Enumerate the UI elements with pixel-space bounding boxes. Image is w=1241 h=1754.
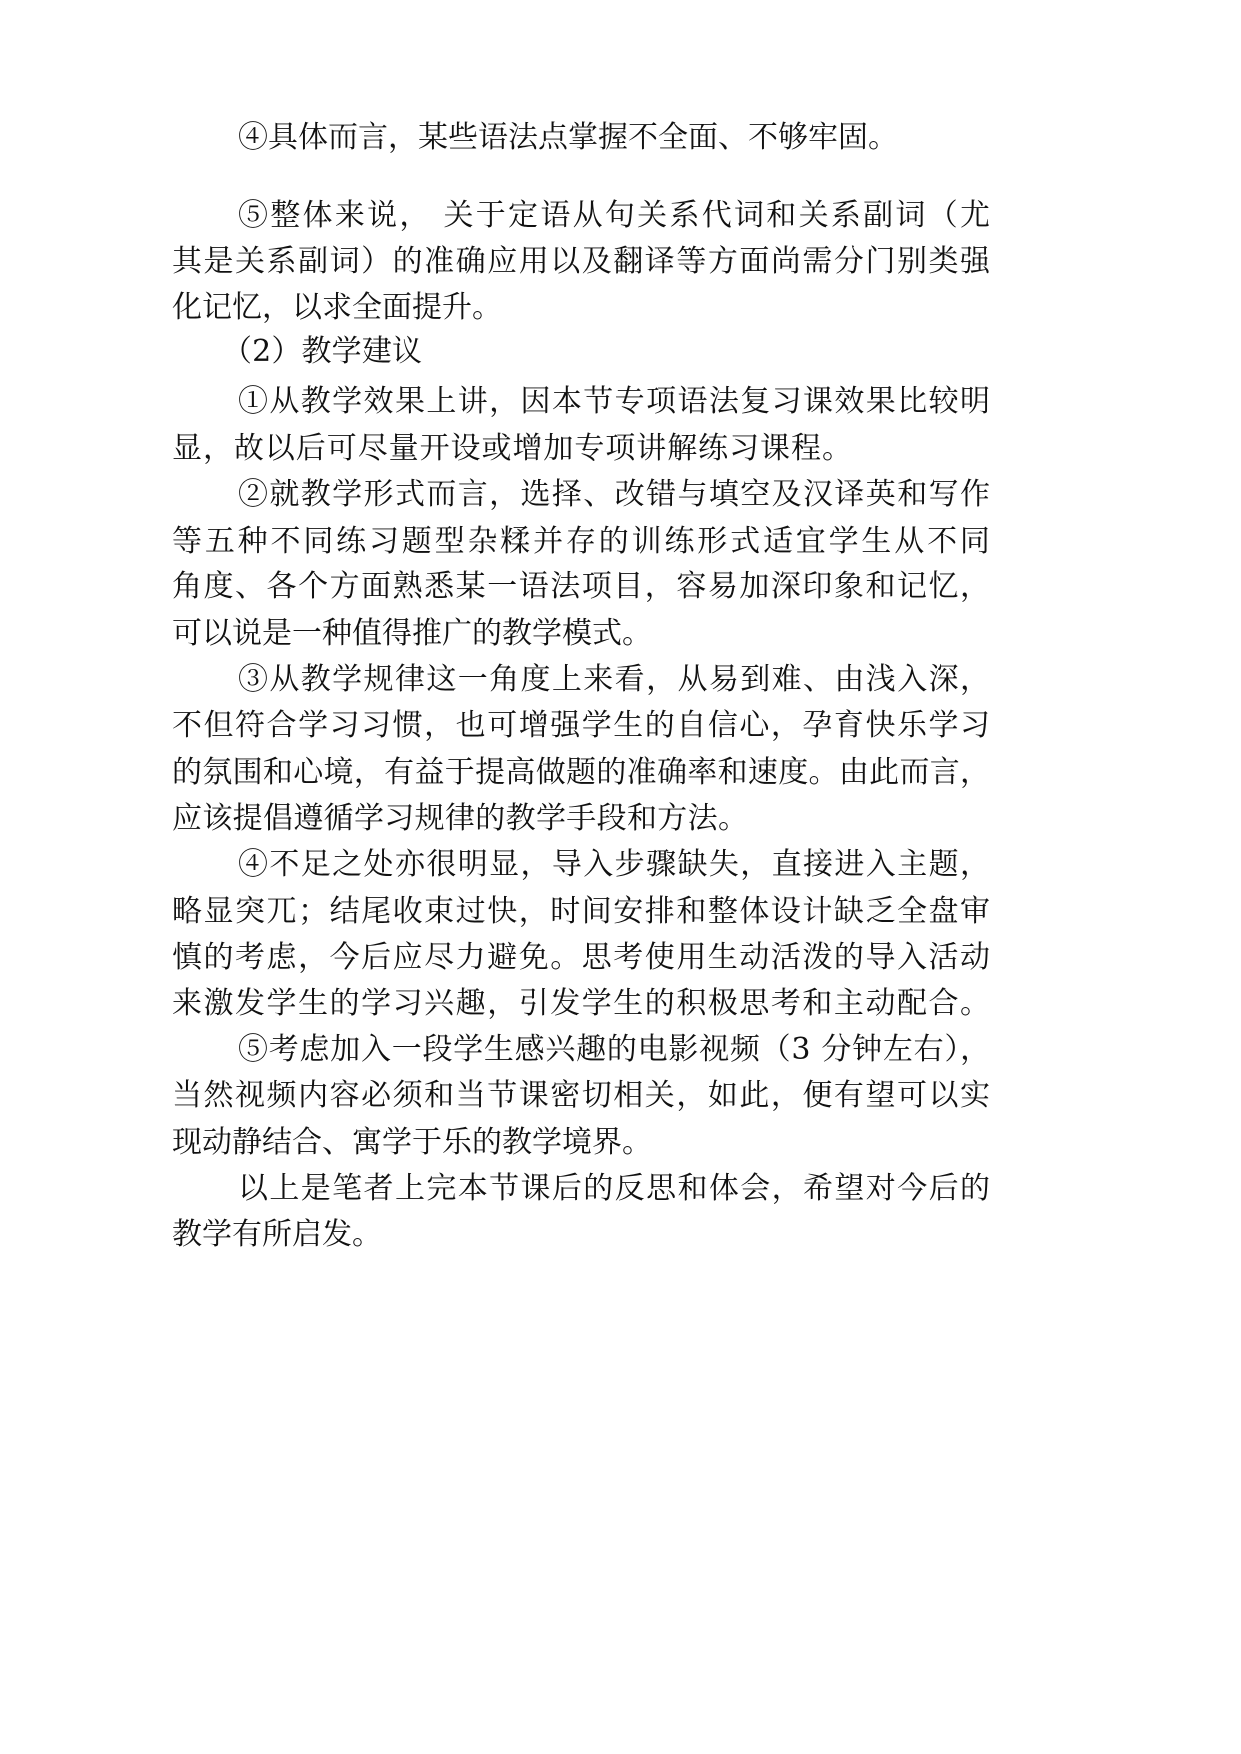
text-line-content: 教学有所启发。 [172,1217,382,1252]
text-line-content: 慎的考虑，今后应尽力避免。思考使用生动活泼的导入活动 [172,940,992,975]
text-line-content: 应该提倡遵循学习规律的教学手段和方法。 [172,801,749,836]
text-line-content: 显，故以后可尽量开设或增加专项讲解练习课程。 [172,431,853,466]
text-line-content: 略显突兀；结尾收束过快，时间安排和整体设计缺乏全盘审 [172,894,992,929]
text-line-content: ②就教学形式而言，选择、改错与填空及汉译英和写作 [238,477,992,512]
text-line-content: 来激发学生的学习兴趣，引发学生的积极思考和主动配合。 [172,986,992,1021]
text-line-content: 不但符合学习习惯，也可增强学生的自信心，孕育快乐学习 [172,708,992,743]
text-line-content: ④不足之处亦很明显，导入步骤缺失，直接进入主题， [238,847,992,882]
text-line-content: 化记忆，以求全面提升。 [172,290,502,325]
text-line [0,108,1241,168]
text-line-content: ⑤考虑加入一段学生感兴趣的电影视频（3 分钟左右）， [238,1032,991,1067]
text-line-content: 的氛围和心境，有益于提高做题的准确率和速度。由此而言， [172,755,991,790]
text-line-content: ④具体而言，某些语法点掌握不全面、不够牢固。 [238,120,898,155]
text-line [0,1205,1241,1265]
text-line-content: （2）教学建议 [222,334,423,369]
text-line-content: 角度、各个方面熟悉某一语法项目，容易加深印象和记忆， [172,569,992,604]
text-line-content: ①从教学效果上讲，因本节专项语法复习课效果比较明 [238,384,992,419]
text-line-content: ③从教学规律这一角度上来看，从易到难、由浅入深， [238,662,992,697]
text-line-content: 可以说是一种值得推广的教学模式。 [172,616,652,651]
text-line-content: 等五种不同练习题型杂糅并存的训练形式适宜学生从不同 [172,524,993,559]
text-line-content: 以上是笔者上完本节课后的反思和体会，希望对今后的 [238,1171,992,1206]
text-line-content: 其是关系副词）的准确应用以及翻译等方面尚需分门别类强 [172,244,992,279]
text-line-content: 现动静结合、寓学于乐的教学境界。 [172,1125,652,1160]
text-line-content: 当然视频内容必须和当节课密切相关，如此，便有望可以实 [172,1078,992,1113]
text-line-content: ⑤整体来说， 关于定语从句关系代词和关系副词（尤 [238,198,993,233]
